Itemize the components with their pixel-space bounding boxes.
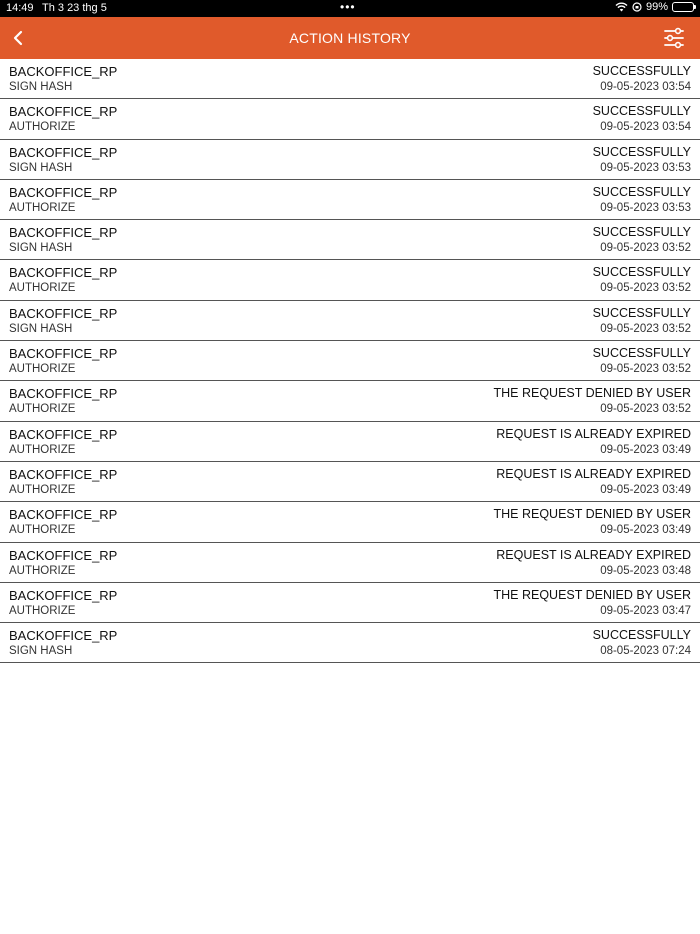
multitask-dots[interactable]: ••• [340,0,356,14]
status-date: Th 3 23 thg 5 [42,2,107,14]
history-row[interactable] [0,180,700,220]
history-timestamp: 09-05-2023 03:52 [600,322,691,335]
history-action: AUTHORIZE [9,564,76,577]
history-timestamp: 09-05-2023 03:52 [600,403,691,416]
history-row[interactable] [0,220,700,260]
history-action: AUTHORIZE [9,443,76,456]
history-list [0,59,700,663]
history-status: SUCCESSFULLY [592,305,691,320]
sliders-icon [662,26,686,50]
history-timestamp: 09-05-2023 03:54 [600,81,691,93]
history-timestamp: 09-05-2023 03:54 [600,121,691,134]
history-row[interactable] [0,140,700,180]
history-row[interactable] [0,543,700,583]
header-bar [0,17,700,59]
history-action: AUTHORIZE [9,403,76,416]
history-app-name: BACKOFFICE_RP [9,386,118,402]
history-app-name: BACKOFFICE_RP [9,628,118,644]
history-timestamp: 09-05-2023 03:49 [600,443,691,456]
history-status: SUCCESSFULLY [592,346,691,361]
history-status: SUCCESSFULLY [592,184,691,199]
history-action: SIGN HASH [9,645,73,658]
history-timestamp: 09-05-2023 03:52 [600,282,691,295]
history-row[interactable] [0,583,700,623]
history-row[interactable] [0,59,700,99]
history-app-name: BACKOFFICE_RP [9,547,118,563]
history-status: REQUEST IS ALREADY EXPIRED [496,466,691,481]
history-action: AUTHORIZE [9,282,76,295]
history-action: AUTHORIZE [9,201,76,214]
history-row[interactable] [0,99,700,139]
history-app-name: BACKOFFICE_RP [9,184,118,200]
history-status: THE REQUEST DENIED BY USER [493,587,691,602]
history-action: SIGN HASH [9,81,73,93]
history-status: SUCCESSFULLY [592,628,691,643]
history-timestamp: 09-05-2023 03:52 [600,363,691,376]
wifi-icon [615,2,628,12]
history-timestamp: 08-05-2023 07:24 [600,645,691,658]
history-status: SUCCESSFULLY [592,265,691,280]
history-status: REQUEST IS ALREADY EXPIRED [496,547,691,562]
history-timestamp: 09-05-2023 03:53 [600,161,691,174]
history-row[interactable] [0,462,700,502]
orientation-lock-icon [632,2,642,12]
history-app-name: BACKOFFICE_RP [9,225,118,241]
history-status: THE REQUEST DENIED BY USER [493,386,691,401]
history-row[interactable] [0,502,700,542]
page-title: ACTION HISTORY [289,30,411,46]
history-timestamp: 09-05-2023 03:53 [600,201,691,214]
history-row[interactable] [0,381,700,421]
history-action: AUTHORIZE [9,121,76,134]
filter-button[interactable] [662,26,686,50]
history-timestamp: 09-05-2023 03:47 [600,604,691,617]
history-status: SUCCESSFULLY [592,64,691,78]
history-app-name: BACKOFFICE_RP [9,265,118,281]
history-app-name: BACKOFFICE_RP [9,466,118,482]
history-action: AUTHORIZE [9,363,76,376]
battery-icon [672,2,694,12]
history-action: SIGN HASH [9,161,73,174]
history-status: SUCCESSFULLY [592,144,691,159]
status-right [615,1,694,13]
history-timestamp: 09-05-2023 03:49 [600,483,691,496]
history-timestamp: 09-05-2023 03:49 [600,524,691,537]
history-timestamp: 09-05-2023 03:52 [600,242,691,255]
status-bar [0,0,700,17]
history-row[interactable] [0,301,700,341]
history-status: THE REQUEST DENIED BY USER [493,507,691,522]
history-status: REQUEST IS ALREADY EXPIRED [496,426,691,441]
history-app-name: BACKOFFICE_RP [9,64,118,79]
battery-percent: 99% [645,1,668,13]
history-action: AUTHORIZE [9,524,76,537]
status-time: 14:49 [6,2,34,14]
history-action: SIGN HASH [9,242,73,255]
history-app-name: BACKOFFICE_RP [9,144,118,160]
history-row[interactable] [0,623,700,663]
history-app-name: BACKOFFICE_RP [9,104,118,120]
history-status: SUCCESSFULLY [592,104,691,119]
history-action: AUTHORIZE [9,604,76,617]
history-row[interactable] [0,422,700,462]
history-action: AUTHORIZE [9,483,76,496]
history-row[interactable] [0,260,700,300]
history-row[interactable] [0,341,700,381]
history-app-name: BACKOFFICE_RP [9,507,118,523]
history-timestamp: 09-05-2023 03:48 [600,564,691,577]
history-app-name: BACKOFFICE_RP [9,426,118,442]
history-app-name: BACKOFFICE_RP [9,305,118,321]
history-app-name: BACKOFFICE_RP [9,587,118,603]
history-action: SIGN HASH [9,322,73,335]
history-app-name: BACKOFFICE_RP [9,346,118,362]
history-status: SUCCESSFULLY [592,225,691,240]
